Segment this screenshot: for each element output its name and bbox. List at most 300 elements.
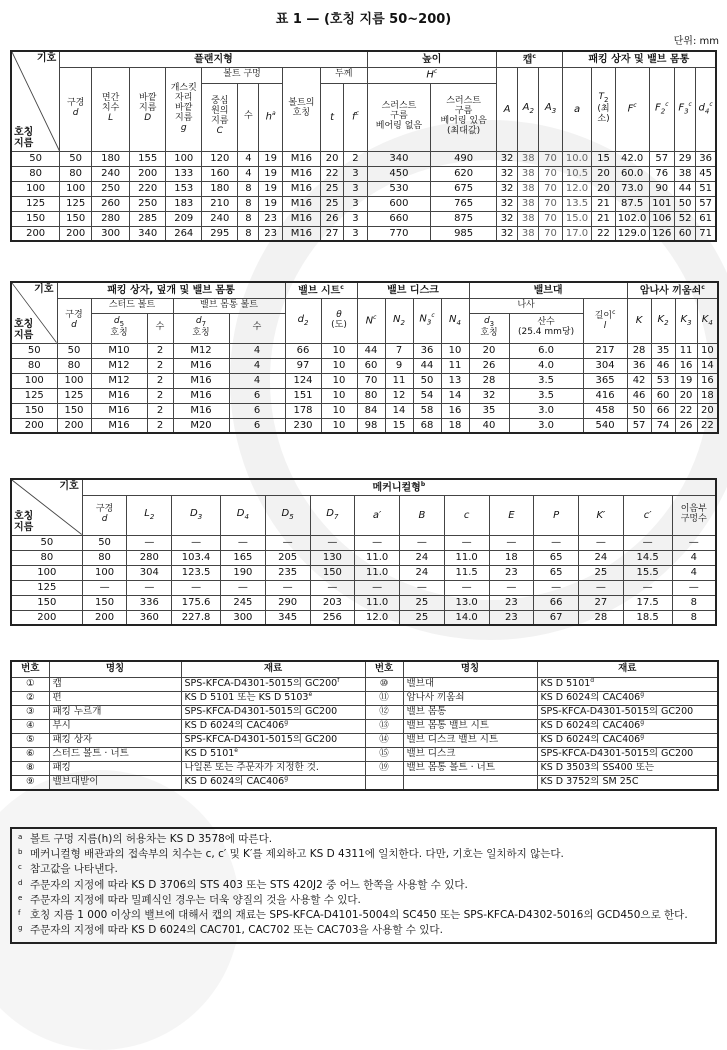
- part-number: ⑭: [365, 733, 403, 747]
- footnote-item: [18, 893, 709, 908]
- footnote-ref: g: [640, 691, 645, 699]
- table-cell: 50: [57, 343, 91, 358]
- table-cell: 416: [583, 388, 627, 403]
- table-cell: 285: [130, 211, 166, 226]
- table-cell: 19: [259, 181, 282, 196]
- flange-header: 플랜지형: [60, 51, 367, 67]
- mechanical-type-table: [10, 478, 717, 626]
- table-cell: 23: [489, 610, 534, 625]
- part-material: SPS-KFCA-D4301-5015의 GC200: [181, 733, 365, 747]
- table-cell: 10: [321, 343, 357, 358]
- part-number: ④: [11, 719, 49, 733]
- table-cell: —: [444, 535, 489, 550]
- no-header: 번호: [11, 661, 49, 677]
- D4-header: $D_4$: [221, 495, 266, 535]
- footnote-text: 호칭 지름 1 000 이상의 밸브에 대해서 캡의 재료는 SPS-KFCA-D4101-5004의 SC450 또는 SPS-KFCA-D4302-5016의 GCD450으로 한다.: [30, 909, 688, 922]
- footnote-text: 메커니컬형 배관과의 접속부의 치수는 c, c′ 및 K′를 제외하고 KS D 4311에 일치한다. 다만, 기호는 일치하지 않는다.: [30, 848, 564, 861]
- table-cell: 20: [592, 181, 615, 196]
- table-cell: 66: [285, 343, 321, 358]
- footnote-marker: c: [18, 863, 22, 872]
- table-cell: 260: [92, 196, 130, 211]
- part-material: KS D 3503의 SS400 또는: [537, 761, 718, 775]
- table-cell: 38: [518, 181, 539, 196]
- table-cell: 150: [310, 565, 355, 580]
- table-cell: 70: [539, 151, 562, 166]
- part-material: SPS-KFCA-D4301-5015의 GC200: [537, 747, 718, 761]
- table-cell: —: [534, 580, 579, 595]
- table-cell: 19: [675, 373, 697, 388]
- table-cell: M16: [91, 418, 147, 433]
- packing-group-header: 패킹 상자, 덮개 및 밸브 몸통: [57, 282, 285, 298]
- table-cell: 336: [127, 595, 172, 610]
- table-cell: 4: [229, 343, 285, 358]
- K2-header: $K_2$: [651, 298, 675, 343]
- footnote-item: [18, 878, 709, 893]
- table-cell: —: [579, 535, 624, 550]
- table-row: [11, 196, 716, 211]
- table-cell: 304: [127, 565, 172, 580]
- table-cell: 100: [11, 565, 82, 580]
- table-cell: 25: [400, 595, 445, 610]
- footnote-item: [18, 862, 709, 877]
- table-cell: 18: [489, 550, 534, 565]
- footnote-item: [18, 847, 709, 862]
- part-name: 패킹 상자: [49, 733, 181, 747]
- part-material: 나일론 또는 주문자가 지정한 것.: [181, 761, 365, 775]
- table-cell: 38: [675, 166, 696, 181]
- D5-header: $D_5$: [265, 495, 310, 535]
- table-cell: 165: [221, 550, 266, 565]
- material-row: [11, 761, 718, 775]
- d4-header: $d_4^c$: [696, 67, 716, 151]
- table-row: [11, 403, 718, 418]
- table-cell: —: [310, 535, 355, 550]
- table-cell: 18.5: [623, 610, 672, 625]
- table-cell: 235: [265, 565, 310, 580]
- table-cell: 4: [229, 373, 285, 388]
- table-cell: 10.5: [562, 166, 592, 181]
- table-cell: 42.0: [615, 151, 649, 166]
- name-header-2: 명칭: [403, 661, 537, 677]
- table-cell: 50: [627, 403, 651, 418]
- N4-header: $N_4$: [441, 298, 469, 343]
- table-cell: 25: [320, 196, 343, 211]
- bolt-hole-header: 볼트 구멍: [202, 67, 283, 83]
- part-material: KS D 5101 또는 KS D 5103e: [181, 691, 365, 705]
- table-cell: —: [489, 580, 534, 595]
- table-cell: 151: [285, 388, 321, 403]
- table-cell: 280: [92, 211, 130, 226]
- H-header: $H^c$: [367, 67, 496, 83]
- table-cell: 19: [259, 166, 282, 181]
- table-cell: 53: [651, 373, 675, 388]
- table-cell: 660: [367, 211, 431, 226]
- K-header: K: [627, 298, 651, 343]
- footnote-ref: e: [234, 747, 238, 755]
- part-name: 캡: [49, 677, 181, 691]
- table-cell: 45: [696, 166, 716, 181]
- footnote-marker: a: [18, 833, 23, 841]
- F-header: $F^c$: [615, 67, 649, 151]
- table-cell: 250: [92, 181, 130, 196]
- table-cell: 70: [539, 211, 562, 226]
- table-cell: 126: [649, 226, 674, 241]
- part-name: 패킹: [49, 761, 181, 775]
- table-cell: 125: [11, 580, 82, 595]
- table-cell: 12: [385, 388, 413, 403]
- part-number: ⑩: [365, 677, 403, 691]
- table-cell: 13.0: [444, 595, 489, 610]
- table-cell: 365: [583, 373, 627, 388]
- table-cell: 6: [229, 418, 285, 433]
- table-cell: 8: [238, 181, 259, 196]
- table-cell: M16: [91, 388, 147, 403]
- table-cell: 57: [649, 151, 674, 166]
- t2-symbol-corner: [11, 282, 57, 343]
- table-cell: 32: [496, 166, 517, 181]
- disc-header: 밸브 디스크: [357, 282, 469, 298]
- table-cell: 14.5: [623, 550, 672, 565]
- material-row: [11, 733, 718, 747]
- body-bolt-header: 밸브 몸통 볼트: [173, 298, 285, 313]
- d2-header: $d_2$: [285, 298, 321, 343]
- table-row: [11, 550, 716, 565]
- length-header: 길이$^c$ l: [583, 298, 627, 343]
- table-cell: 12.0: [562, 181, 592, 196]
- table-cell: 65: [534, 550, 579, 565]
- table-cell: 67: [534, 610, 579, 625]
- table-cell: 22: [697, 418, 718, 433]
- table-cell: 2: [344, 151, 367, 166]
- table-cell: 15.0: [562, 211, 592, 226]
- nominal-label: 호칭 지름: [14, 126, 34, 149]
- table-cell: 150: [11, 211, 60, 226]
- table-cell: M16: [282, 196, 320, 211]
- table-cell: 102.0: [615, 211, 649, 226]
- table-cell: 100: [11, 181, 60, 196]
- table-cell: 50: [82, 535, 127, 550]
- table-cell: 2: [147, 343, 173, 358]
- table-row: [11, 535, 716, 550]
- d5-header: $d_5$ 호칭: [91, 313, 147, 343]
- table-cell: 29: [675, 151, 696, 166]
- table-cell: 675: [431, 181, 497, 196]
- t3-nominal-label: 호칭 지름: [14, 510, 34, 533]
- table-cell: 17.0: [562, 226, 592, 241]
- table-cell: M16: [91, 403, 147, 418]
- footnote-ref: f: [337, 677, 340, 685]
- table-cell: 205: [265, 550, 310, 565]
- table-cell: 150: [11, 595, 82, 610]
- table-cell: 44: [675, 181, 696, 196]
- table-cell: —: [400, 535, 445, 550]
- part-material: KS D 5101$^d$: [537, 677, 718, 691]
- table-cell: 26: [320, 211, 343, 226]
- table-cell: 530: [367, 181, 431, 196]
- table-cell: 15: [592, 151, 615, 166]
- table-cell: 16: [675, 358, 697, 373]
- footnote-ref: g: [640, 733, 645, 741]
- table-cell: 65: [534, 565, 579, 580]
- outer-dia-header: 바깥 지름 D: [130, 67, 166, 151]
- material-row: [11, 719, 718, 733]
- table-cell: M20: [173, 418, 229, 433]
- part-material: KS D 6024의 CAC406$^g$: [537, 719, 718, 733]
- stem-header: 밸브대: [469, 282, 627, 298]
- symbol-label: 기호: [36, 53, 57, 64]
- name-header: 명칭: [49, 661, 181, 677]
- table-cell: 458: [583, 403, 627, 418]
- table-row: [11, 565, 716, 580]
- table-cell: 97: [285, 358, 321, 373]
- part-number: ⑲: [365, 761, 403, 775]
- table-cell: 11.0: [355, 595, 400, 610]
- K3-header: $K_3$: [675, 298, 697, 343]
- table-cell: 24: [579, 550, 624, 565]
- table-cell: 304: [583, 358, 627, 373]
- table-cell: 51: [696, 181, 716, 196]
- table-cell: 80: [357, 388, 385, 403]
- table-cell: M12: [173, 343, 229, 358]
- D7-header: $D_7$: [310, 495, 355, 535]
- table-cell: 129.0: [615, 226, 649, 241]
- part-name: 밸브대: [403, 677, 537, 691]
- table-cell: —: [579, 580, 624, 595]
- table-cell: 50: [675, 196, 696, 211]
- c-header: c: [444, 495, 489, 535]
- table-cell: —: [82, 580, 127, 595]
- table-cell: 2: [147, 358, 173, 373]
- table-cell: 50: [11, 535, 82, 550]
- table-cell: 220: [130, 181, 166, 196]
- table-cell: 620: [431, 166, 497, 181]
- E-header: E: [489, 495, 534, 535]
- part-number: ⑬: [365, 719, 403, 733]
- table-cell: 2: [147, 373, 173, 388]
- D3-header: $D_3$: [172, 495, 221, 535]
- table-cell: 123.5: [172, 565, 221, 580]
- table-cell: 80: [11, 550, 82, 565]
- table-cell: 345: [265, 610, 310, 625]
- table-cell: —: [534, 535, 579, 550]
- part-material: KS D 6024의 CAC406$^g$: [181, 775, 365, 790]
- material-row: [11, 677, 718, 691]
- table-cell: M16: [282, 211, 320, 226]
- thread-header: 나사: [469, 298, 583, 313]
- packing-seat-table: [10, 281, 719, 434]
- K4-header: $K_4$: [697, 298, 718, 343]
- table-cell: 540: [583, 418, 627, 433]
- table-cell: 240: [202, 211, 238, 226]
- table-cell: 100: [60, 181, 92, 196]
- table-cell: M12: [91, 358, 147, 373]
- part-number: ⑮: [365, 747, 403, 761]
- table-cell: 10.0: [562, 151, 592, 166]
- table-cell: 70: [539, 226, 562, 241]
- table-cell: 24: [400, 550, 445, 565]
- part-name: 암나사 끼움쇠: [403, 691, 537, 705]
- part-number: ⑤: [11, 733, 49, 747]
- table-cell: 15: [385, 418, 413, 433]
- table-cell: 11.5: [444, 565, 489, 580]
- table-cell: 32: [496, 211, 517, 226]
- table-cell: 295: [202, 226, 238, 241]
- table-cell: 22: [675, 403, 697, 418]
- table-cell: 150: [82, 595, 127, 610]
- A2-header: $A_2$: [518, 67, 539, 151]
- table-cell: 36: [627, 358, 651, 373]
- table-cell: 150: [11, 403, 57, 418]
- table-cell: 71: [696, 226, 716, 241]
- h-header: $h^a$: [259, 83, 282, 151]
- t2-bore-header: 구경 d: [57, 298, 91, 343]
- d3-header: $d_3$ 호칭: [469, 313, 509, 343]
- footnote-ref: d: [590, 677, 595, 685]
- table-cell: 21: [592, 196, 615, 211]
- table-cell: 15.5: [623, 565, 672, 580]
- unit-label: 단위: mm: [673, 36, 719, 47]
- table-cell: —: [400, 580, 445, 595]
- table-cell: 50: [60, 151, 92, 166]
- table-cell: 20: [675, 388, 697, 403]
- table-cell: —: [172, 580, 221, 595]
- table-cell: 175.6: [172, 595, 221, 610]
- table-cell: 38: [518, 211, 539, 226]
- table-cell: 70: [539, 196, 562, 211]
- table-row: [11, 388, 718, 403]
- table-cell: 50: [413, 373, 441, 388]
- table-cell: 200: [60, 226, 92, 241]
- table-cell: 76: [649, 166, 674, 181]
- table-cell: 210: [202, 196, 238, 211]
- table-cell: —: [623, 535, 672, 550]
- table-cell: —: [265, 580, 310, 595]
- table-cell: 23: [489, 565, 534, 580]
- cap-header: 캡$^c$: [496, 51, 562, 67]
- K-prime-header: K′: [579, 495, 624, 535]
- table-cell: 875: [431, 211, 497, 226]
- table-cell: 17.5: [623, 595, 672, 610]
- material-row: [11, 691, 718, 705]
- table-cell: 60: [675, 226, 696, 241]
- parts-material-table: [10, 660, 719, 791]
- table-cell: 3: [344, 166, 367, 181]
- footnote-text: 주문자의 지정에 따라 KS D 3706의 STS 403 또는 STS 420J2 중 어느 한쪽을 사용할 수 있다.: [30, 878, 468, 891]
- table-cell: 44: [413, 358, 441, 373]
- footnote-ref: e: [308, 691, 313, 699]
- table-cell: 150: [57, 403, 91, 418]
- table-cell: 217: [583, 343, 627, 358]
- table-cell: —: [127, 535, 172, 550]
- footnote-item: [18, 832, 709, 847]
- bolt-nominal-header: 볼트의 호칭: [282, 67, 320, 151]
- table-cell: 22: [592, 226, 615, 241]
- table-cell: M16: [282, 181, 320, 196]
- table-cell: 203: [310, 595, 355, 610]
- part-number: ①: [11, 677, 49, 691]
- table-cell: 35: [469, 403, 509, 418]
- table-cell: 120: [202, 151, 238, 166]
- table-cell: 7: [385, 343, 413, 358]
- table-cell: 20: [320, 151, 343, 166]
- table-row: [11, 595, 716, 610]
- table-cell: 245: [221, 595, 266, 610]
- N3-header: $N_3^c$: [413, 298, 441, 343]
- table-cell: 200: [11, 226, 60, 241]
- body-bolt-count-header: 수: [229, 313, 285, 343]
- table-cell: 11.0: [355, 565, 400, 580]
- T2-header: $T_2$ (최 소): [592, 67, 615, 151]
- table-cell: 23: [489, 595, 534, 610]
- table-cell: 985: [431, 226, 497, 241]
- table-cell: 68: [413, 418, 441, 433]
- table-cell: 46: [651, 358, 675, 373]
- table-cell: 8: [238, 211, 259, 226]
- table-cell: 25: [320, 181, 343, 196]
- seat-header: 밸브 시트$^c$: [285, 282, 357, 298]
- table-cell: 300: [221, 610, 266, 625]
- pcd-header: 중심 원의 지름 C: [202, 83, 238, 151]
- table-row: [11, 358, 718, 373]
- table-cell: 9: [385, 358, 413, 373]
- table-cell: 600: [367, 196, 431, 211]
- table-cell: 3: [344, 196, 367, 211]
- table-cell: 27: [579, 595, 624, 610]
- table-cell: 3: [344, 181, 367, 196]
- table-cell: 4.0: [509, 358, 583, 373]
- c-prime-header: c′: [623, 495, 672, 535]
- table-cell: —: [172, 535, 221, 550]
- table-row: [11, 151, 716, 166]
- table-cell: 125: [57, 388, 91, 403]
- t3-symbol-label: 기호: [59, 481, 79, 492]
- table-cell: 66: [651, 403, 675, 418]
- table-cell: 250: [130, 196, 166, 211]
- table-cell: 256: [310, 610, 355, 625]
- table-cell: 130: [310, 550, 355, 565]
- part-number: ②: [11, 691, 49, 705]
- table-cell: 60.0: [615, 166, 649, 181]
- part-material: KS D 5101e: [181, 747, 365, 761]
- table-cell: 70: [539, 181, 562, 196]
- table-cell: 26: [469, 358, 509, 373]
- face-to-face-header: 면간 치수 L: [92, 67, 130, 151]
- table-cell: 4: [672, 550, 716, 565]
- table-cell: 200: [57, 418, 91, 433]
- no-header-2: 번호: [365, 661, 403, 677]
- table-cell: 183: [166, 196, 202, 211]
- part-name: 밸브 몸통 볼트 · 너트: [403, 761, 537, 775]
- table-cell: 10: [321, 373, 357, 388]
- table-cell: 40: [469, 418, 509, 433]
- stud-count-header: 수: [147, 313, 173, 343]
- table-cell: 16: [697, 373, 718, 388]
- table-cell: M16: [173, 358, 229, 373]
- table-cell: 8: [672, 595, 716, 610]
- table-cell: 4: [238, 166, 259, 181]
- table-cell: 44: [357, 343, 385, 358]
- N2-header: $N_2$: [385, 298, 413, 343]
- footnote-ref: g: [284, 719, 289, 727]
- table-cell: 60: [651, 388, 675, 403]
- table-cell: 450: [367, 166, 431, 181]
- table-cell: 35: [651, 343, 675, 358]
- part-number: ③: [11, 705, 49, 719]
- table-cell: 61: [696, 211, 716, 226]
- table-row: [11, 166, 716, 181]
- table-cell: 19: [259, 196, 282, 211]
- t3-symbol-corner: [11, 479, 82, 535]
